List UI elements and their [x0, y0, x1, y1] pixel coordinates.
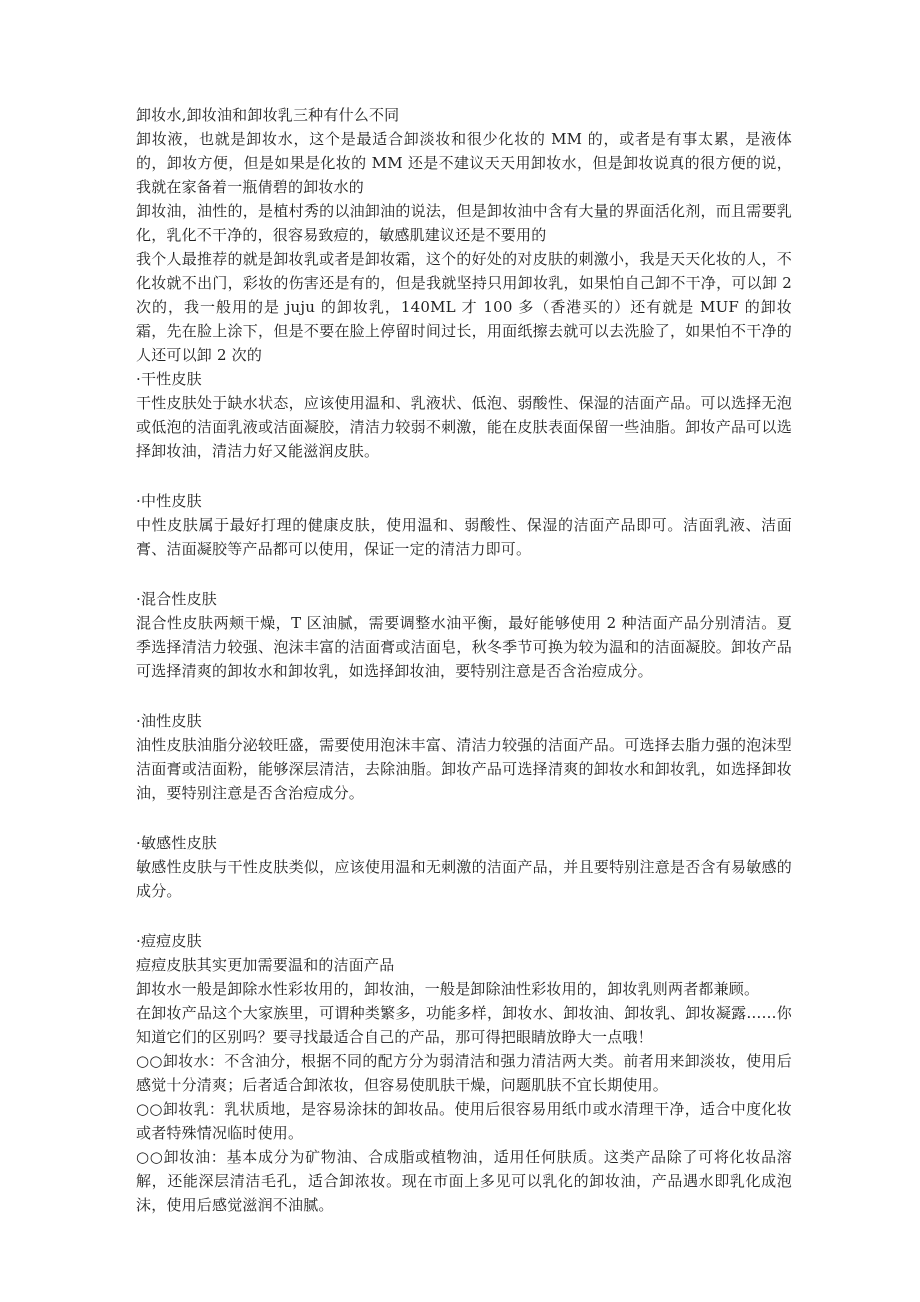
paragraph: 在卸妆产品这个大家族里，可谓种类繁多，功能多样，卸妆水、卸妆油、卸妆乳、卸妆凝露……你知道它们的区别吗？要寻找最适合自己的产品，那可得把眼睛放睁大一点哦！	[136, 1004, 792, 1046]
document-title: 卸妆水,卸妆油和卸妆乳三种有什么不同	[136, 106, 400, 124]
document-body	[136, 103, 792, 1217]
blank-line	[136, 805, 792, 831]
paragraph: 中性皮肤属于最好打理的健康皮肤，使用温和、弱酸性、保湿的洁面产品即可。洁面乳液、洁面膏、洁面凝胶等产品都可以使用，保证一定的清洁力即可。	[136, 516, 792, 558]
paragraph: 痘痘皮肤其实更加需要温和的洁面产品	[136, 956, 395, 974]
blank-line	[136, 463, 792, 489]
section-heading: ·中性皮肤	[136, 492, 202, 510]
section-heading: ·痘痘皮肤	[136, 932, 202, 950]
section-heading: ·混合性皮肤	[136, 590, 217, 608]
paragraph: 敏感性皮肤与干性皮肤类似，应该使用温和无刺激的洁面产品，并且要特别注意是否含有易敏感的成分。	[136, 858, 792, 900]
paragraph: ○○卸妆乳：乳状质地，是容易涂抹的卸妆品。使用后很容易用纸巾或水清理干净，适合中度化妆或者特殊情况临时使用。	[136, 1100, 792, 1142]
paragraph: 卸妆油，油性的，是植村秀的以油卸油的说法，但是卸妆油中含有大量的界面活化剂，而且需要乳化，乳化不干净的，很容易致痘的，敏感肌建议还是不要用的	[136, 202, 792, 244]
paragraph: 干性皮肤处于缺水状态，应该使用温和、乳液状、低泡、弱酸性、保湿的洁面产品。可以选择无泡或低泡的洁面乳液或洁面凝胶，清洁力较弱不刺激，能在皮肤表面保留一些油脂。卸妆产品可以选择卸妆油，清洁力好又能滋润皮肤。	[136, 394, 792, 460]
section-heading: ·干性皮肤	[136, 370, 202, 388]
paragraph: 油性皮肤油脂分泌较旺盛，需要使用泡沫丰富、清洁力较强的洁面产品。可选择去脂力强的泡沫型洁面膏或洁面粉，能够深层清洁，去除油脂。卸妆产品可选择清爽的卸妆水和卸妆乳，如选择卸妆油，要特别注意是否含治痘成分。	[136, 736, 792, 802]
paragraph: 混合性皮肤两颊干燥，T 区油腻，需要调整水油平衡，最好能够使用 2 种洁面产品分别清洁。夏季选择清洁力较强、泡沫丰富的洁面膏或洁面皂，秋冬季节可换为较为温和的洁面凝胶。卸妆产品可选择清爽的卸妆水和卸妆乳，如选择卸妆油，要特别注意是否含治痘成分。	[136, 614, 792, 680]
blank-line	[136, 561, 792, 587]
section-heading: ·油性皮肤	[136, 712, 202, 730]
paragraph: 卸妆水一般是卸除水性彩妆用的，卸妆油，一般是卸除油性彩妆用的，卸妆乳则两者都兼顾。	[136, 980, 760, 998]
blank-line	[136, 683, 792, 709]
paragraph: ○○卸妆油：基本成分为矿物油、合成脂或植物油，适用任何肤质。这类产品除了可将化妆品溶解，还能深层清洁毛孔，适合卸浓妆。现在市面上多见可以乳化的卸妆油，产品遇水即乳化成泡沫，使用后感觉滋润不油腻。	[136, 1148, 792, 1214]
section-heading: ·敏感性皮肤	[136, 834, 217, 852]
blank-line	[136, 903, 792, 929]
paragraph: 卸妆液，也就是卸妆水，这个是最适合卸淡妆和很少化妆的 MM 的，或者是有事太累，是液体的，卸妆方便，但是如果是化妆的 MM 还是不建议天天用卸妆水，但是卸妆说真的很方便的说，我就在家备着一瓶倩碧的卸妆水的	[136, 130, 792, 196]
paragraph: 我个人最推荐的就是卸妆乳或者是卸妆霜，这个的好处的对皮肤的刺激小，我是天天化妆的人，不化妆就不出门，彩妆的伤害还是有的，但是我就坚持只用卸妆乳，如果怕自己卸不干净，可以卸 2 次的，我一般用的是 juju 的卸妆乳，140ML 才 100 多（香港买的）还有就是 MUF 的卸妆霜，先在脸上涂下，但是不要在脸上停留时间过长，用面纸擦去就可以去洗脸了，如果怕不干净的人还可以卸 2 次的	[136, 250, 792, 364]
paragraph: ○○卸妆水：不含油分，根据不同的配方分为弱清洁和强力清洁两大类。前者用来卸淡妆，使用后感觉十分清爽；后者适合卸浓妆，但容易使肌肤干燥，问题肌肤不宜长期使用。	[136, 1052, 792, 1094]
